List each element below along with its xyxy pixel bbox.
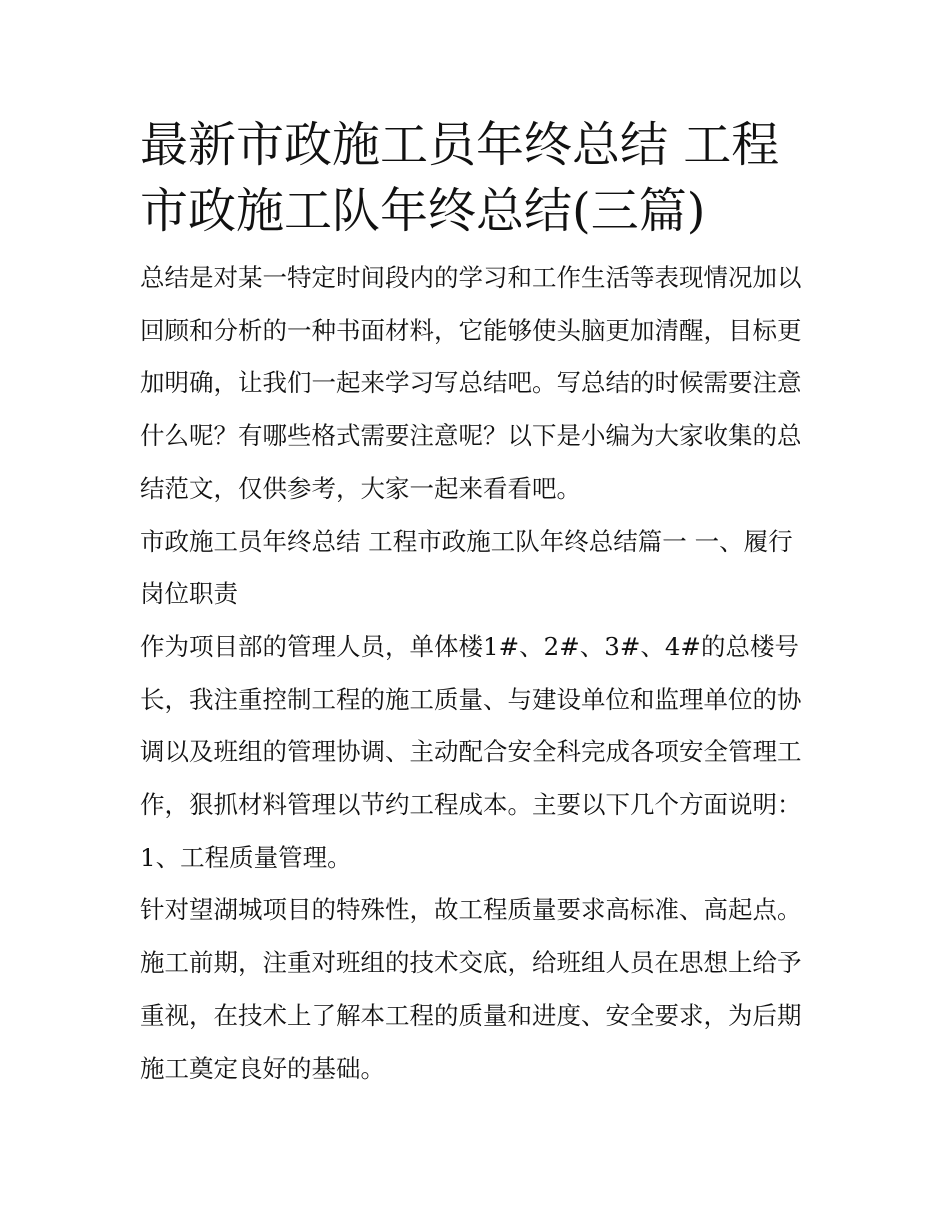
text-line: 结范文，仅供参考，大家一起来看看吧。 [140,473,581,503]
title-line: 最新市政施工员年终总结 工程 [140,117,780,173]
subheading-paragraph [140,832,820,885]
text-line: 什么呢？有哪些格式需要注意呢？以下是小编为大家收集的总 [140,421,802,451]
text-line: 长，我注重控制工程的施工质量、与建设单位和监理单位的协 [140,684,802,714]
text-line: 针对望湖城项目的特殊性，故工程质量要求高标准、高起点。 [140,895,802,925]
text-line: 施工奠定良好的基础。 [140,1053,385,1083]
text-line: 重视，在技术上了解本工程的质量和进度、安全要求，为后期 [140,1000,802,1030]
text-line: 1、工程质量管理。 [140,842,352,872]
text-line: 作为项目部的管理人员，单体楼1#、2#、3#、4#的总楼号 [140,631,799,661]
title-line: 市政施工队年终总结(三篇) [140,183,706,239]
intro-paragraph [140,252,820,516]
section-heading-paragraph [140,516,820,621]
document-body [140,112,820,1095]
text-line: 市政施工员年终总结 工程市政施工队年终总结篇一 一、履行 [140,526,793,556]
text-line: 加明确，让我们一起来学习写总结吧。写总结的时候需要注意 [140,368,802,398]
text-line: 作，狠抓材料管理以节约工程成本。主要以下几个方面说明： [140,790,802,820]
text-line: 岗位职责 [140,579,238,609]
duties-paragraph [140,621,820,832]
document-title [140,112,820,244]
text-line: 施工前期，注重对班组的技术交底，给班组人员在思想上给予 [140,948,802,978]
text-line: 总结是对某一特定时间段内的学习和工作生活等表现情况加以 [140,263,802,292]
text-line: 回顾和分析的一种书面材料，它能够使头脑更加清醒，目标更 [140,315,802,345]
quality-paragraph [140,884,820,1095]
text-line: 调以及班组的管理协调、主动配合安全科完成各项安全管理工 [140,737,802,767]
